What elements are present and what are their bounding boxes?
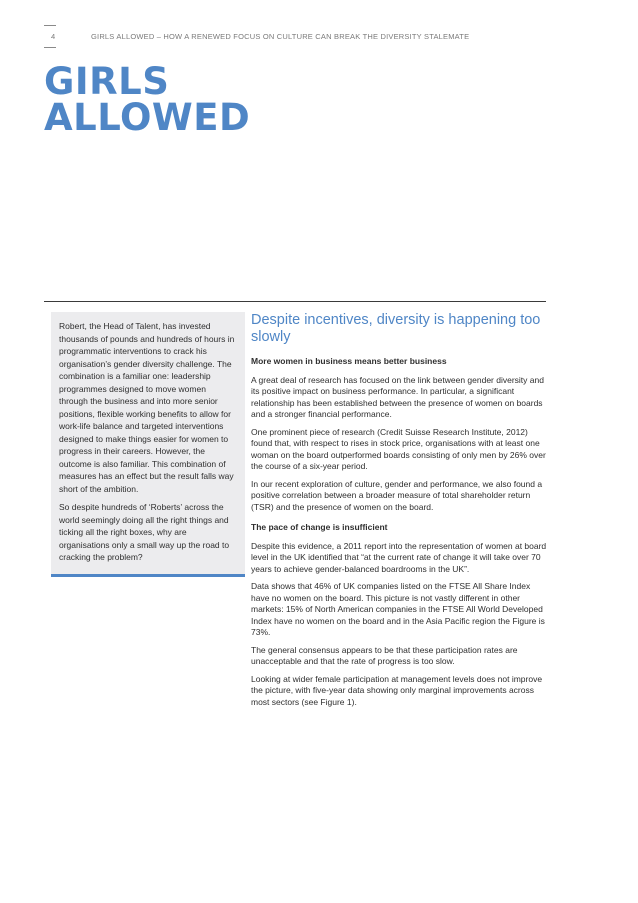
- running-header: GIRLS ALLOWED – HOW A RENEWED FOCUS ON CULTURE CAN BREAK THE DIVERSITY STALEMATE: [91, 32, 470, 41]
- body-paragraph: Looking at wider female participation at management levels does not improve the picture, with five-year data showing only marginal improvements across most sectors (see Figure 1).: [251, 673, 543, 707]
- body-paragraph: One prominent piece of research (Credit Suisse Research Institute, 2012) found that, with respect to rises in stock price, organisations with at least one woman on the board outperformed boards consisting of only men by 26% over the course of a six-year period.: [251, 426, 546, 471]
- sidebar-paragraph: So despite hundreds of ‘Roberts’ across the world seemingly doing all the right things and ticking all the right boxes, why are organisations only a small way up the road to cracking the problem?: [59, 502, 230, 562]
- body-paragraph: In our recent exploration of culture, gender and performance, we also found a positive correlation between a broader measure of total shareholder return (TSR) and the presence of women on the board.: [251, 478, 543, 512]
- subheading-better-business: More women in business means better business: [251, 356, 447, 366]
- case-study-sidebar: [51, 312, 245, 577]
- page-title: [44, 60, 251, 139]
- page-title-line-2: ALLOWED: [44, 96, 251, 139]
- sidebar-paragraph: Robert, the Head of Talent, has invested thousands of pounds and hundreds of hours in programmatic interventions to crack his organisation’s gender diversity challenge. The combination is a familiar one: leadership programmes designed to move women through the business and into more senior positions, flexible working benefits to allow for work-life balance and targeted interventions designed to make things easier for women to progress in their careers. However, the outcome is also familiar. This combination of measures has an effect but the result falls way short of the ambition.: [59, 321, 235, 494]
- main-heading: Despite incentives, diversity is happening too slowly: [251, 312, 541, 345]
- body-paragraph: Data shows that 46% of UK companies listed on the FTSE All Share Index have no women on the board. This picture is not vastly different in other markets: 15% of North American companies in the FTSE All World Developed Index have no women on the board and in the Asia Pacific region the Figure is 73%.: [251, 581, 545, 637]
- header-rule-bottom: [44, 47, 56, 48]
- page-number: 4: [51, 32, 56, 41]
- body-paragraph: The general consensus appears to be that these participation rates are unacceptable and that the rate of progress is too slow.: [251, 644, 518, 666]
- subheading-pace-of-change: The pace of change is insufficient: [251, 522, 388, 532]
- main-column: [251, 312, 547, 714]
- page-title-line-1: GIRLS: [44, 60, 170, 103]
- body-paragraph: Despite this evidence, a 2011 report into the representation of women at board level in the UK identified that “at the current rate of change it will take over 70 years to achieve gender-balanced boardrooms in the UK”.: [251, 540, 547, 574]
- body-paragraph: A great deal of research has focused on the link between gender diversity and its positive impact on business performance. In particular, a significant relationship has been established between the presence of women on boards and a stronger financial performance.: [251, 374, 544, 419]
- section-divider: [44, 301, 546, 302]
- header-rule-top: [44, 25, 56, 26]
